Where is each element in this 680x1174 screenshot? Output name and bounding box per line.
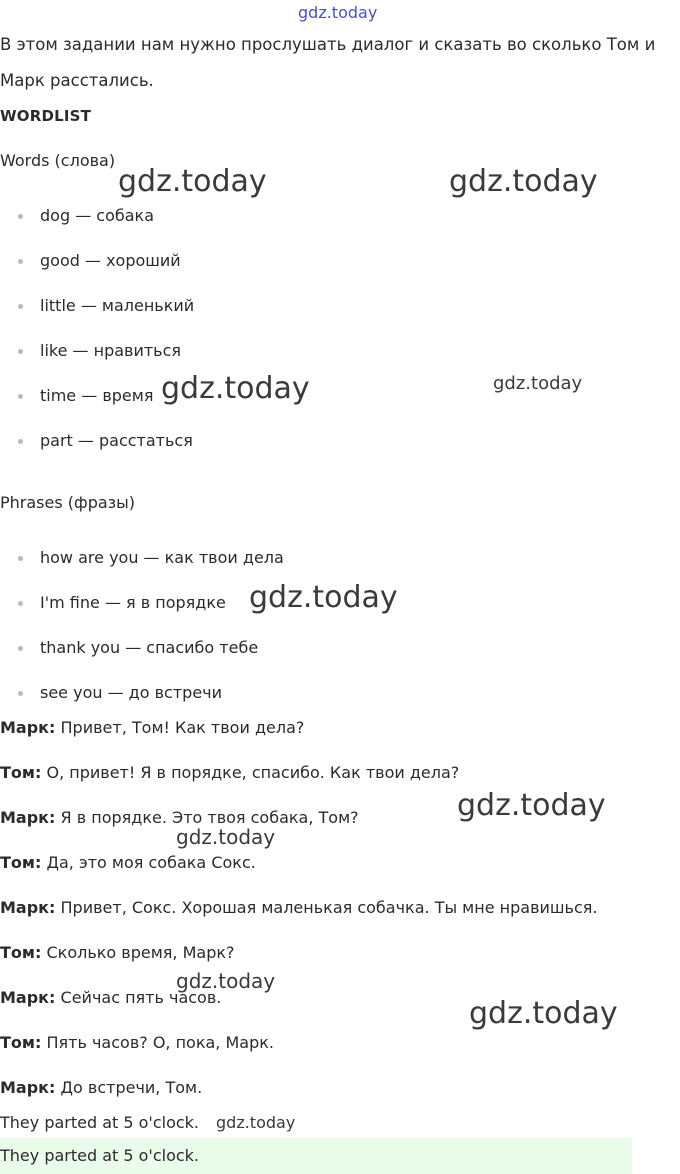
dialog-text: До встречи, Том.: [55, 1078, 203, 1097]
dialog-text: Да, это моя собака Сокс.: [41, 853, 256, 872]
list-item: good — хороший: [40, 251, 181, 270]
dialog-line: [0, 943, 235, 962]
speaker-name: Марк:: [0, 1078, 56, 1097]
dialog-text: Привет, Том! Как твои дела?: [55, 718, 305, 737]
dialog-line: [0, 763, 459, 782]
dialog-line: [0, 898, 597, 917]
watermark: gdz.today: [118, 164, 267, 199]
watermark: gdz.today: [176, 969, 276, 993]
watermark: gdz.today: [249, 580, 398, 615]
bullet-icon: [18, 259, 23, 264]
list-item: see you — до встречи: [40, 683, 222, 702]
bullet-icon: [18, 394, 23, 399]
answer-highlight: [0, 1138, 632, 1174]
watermark: gdz.today: [493, 373, 583, 394]
list-item: little — маленький: [40, 296, 194, 315]
dialog-text: Привет, Сокс. Хорошая маленькая собачка. Ты мне нравишься.: [55, 898, 598, 917]
answer-highlight-text: They parted at 5 o'clock.: [0, 1146, 200, 1165]
speaker-name: Том:: [0, 853, 42, 872]
bullet-icon: [18, 349, 23, 354]
speaker-name: Марк:: [0, 898, 56, 917]
dialog-text: О, привет! Я в порядке, спасибо. Как твои дела?: [41, 763, 460, 782]
list-item: time — время: [40, 386, 153, 405]
speaker-name: Том:: [0, 943, 42, 962]
bullet-icon: [18, 439, 23, 444]
words-title: Words (слова): [0, 151, 116, 170]
wordlist-heading: WORDLIST: [0, 107, 92, 125]
speaker-name: Том:: [0, 1033, 42, 1052]
watermark: gdz.today: [449, 164, 598, 199]
list-item: like — нравиться: [40, 341, 181, 360]
dialog-text: Пять часов? О, пока, Марк.: [41, 1033, 274, 1052]
bullet-icon: [18, 646, 23, 651]
bullet-icon: [18, 214, 23, 219]
phrases-title: Phrases (фразы): [0, 493, 136, 512]
intro-line-1: В этом задании нам нужно прослушать диалог и сказать во сколько Том и: [0, 35, 656, 54]
dialog-line: [0, 853, 256, 872]
intro-line-2: Марк расстались.: [0, 71, 154, 90]
list-item: how are you — как твои дела: [40, 548, 284, 567]
list-item: dog — собака: [40, 206, 154, 225]
dialog-text: Я в порядке. Это твоя собака, Том?: [55, 808, 359, 827]
dialog-line: [0, 1033, 274, 1052]
watermark: gdz.today: [176, 825, 276, 849]
speaker-name: Марк:: [0, 808, 56, 827]
dialog-text: Сейчас пять часов.: [55, 988, 222, 1007]
list-item: part — расстаться: [40, 431, 193, 450]
dialog-line: [0, 1078, 202, 1097]
bullet-icon: [18, 601, 23, 606]
watermark: gdz.today: [457, 788, 606, 823]
answer-text: They parted at 5 o'clock.: [0, 1113, 200, 1132]
speaker-name: Марк:: [0, 718, 56, 737]
list-item: I'm fine — я в порядке: [40, 593, 226, 612]
watermark: gdz.today: [469, 996, 618, 1031]
list-item: thank you — спасибо тебе: [40, 638, 258, 657]
bullet-icon: [18, 691, 23, 696]
speaker-name: Марк:: [0, 988, 56, 1007]
dialog-text: Сколько время, Марк?: [41, 943, 235, 962]
bullet-icon: [18, 556, 23, 561]
watermark-top: gdz.today: [298, 3, 378, 22]
watermark: gdz.today: [216, 1113, 296, 1132]
watermark: gdz.today: [161, 371, 310, 406]
dialog-line: [0, 718, 304, 737]
speaker-name: Том:: [0, 763, 42, 782]
bullet-icon: [18, 304, 23, 309]
